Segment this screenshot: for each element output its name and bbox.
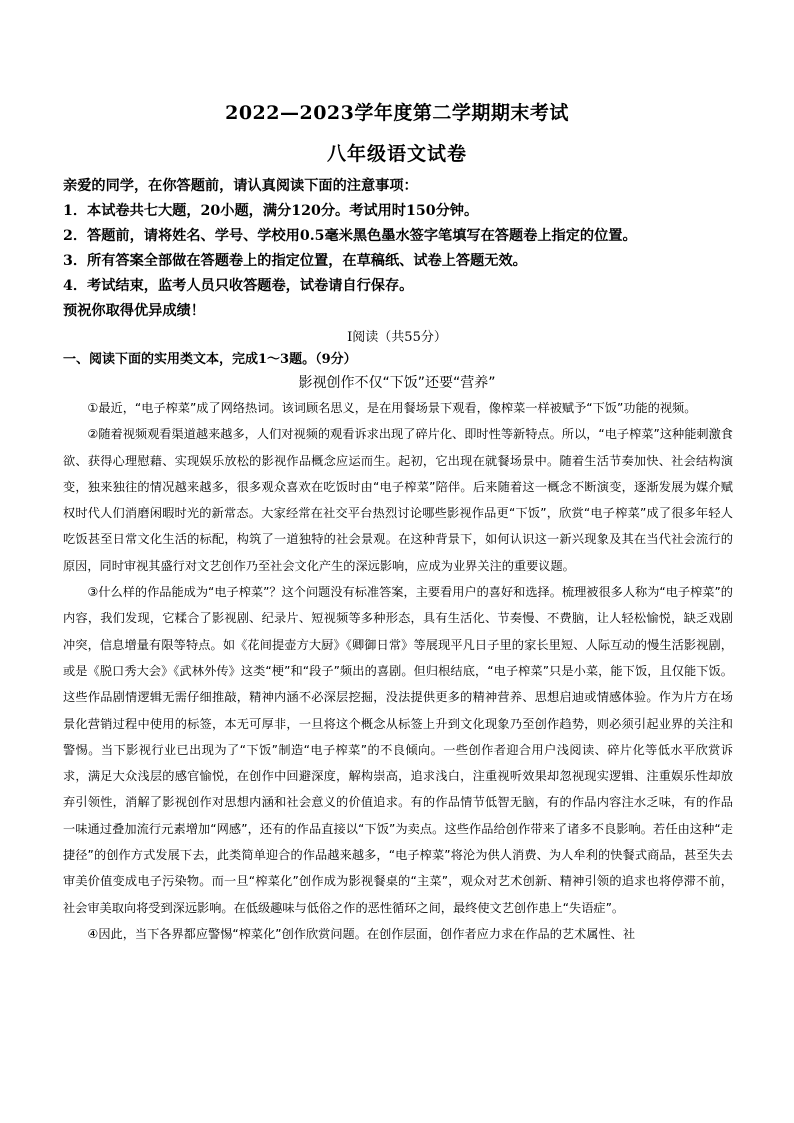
article-paragraph: ③什么样的作品能成为“电子榨菜”？这个问题没有标准答案，主要看用户的喜好和选择。梳理被很多人称为“电子榨菜”的内容，我们发现，它糅合了影视剧、纪录片、短视频等多种形态，具有生活化、节奏慢、不费脑，让人轻松愉悦，缺乏戏剧冲突，信息增量有限等特点。如《花间提壶方大厨》《卿御日常》等展现平凡日子里的家长里短、人际互动的慢生活影视剧，或是《脱口秀大会》《武林外传》这类“梗”和“段子”频出的喜剧。但归根结底，“电子榨菜”只是小菜，能下饭，且仅能下饭。这些作品剧情逻辑无需仔细推敲，精神内涵不必深层挖掘，没法提供更多的精神营养、思想启迪或情感体验。作为片方在场景化营销过程中使用的标签，本无可厚非，一旦将这个概念从标签上升到文化现象乃至创作趋势，则必须引起业界的关注和警惕。当下影视行业已出现为了“下饭”制造“电子榨菜”的不良倾向。一些创作者迎合用户浅阅读、碎片化等低水平欣赏诉求，满足大众浅层的感官愉悦，在创作中回避深度，解构崇高，追求浅白，注重视听效果却忽视现实逻辑、注重娱乐性却放弃引领性，消解了影视创作对思想内涵和社会意义的价值追求。有的作品情节低智无脑，有的作品内容注水乏味，有的作品一味通过叠加流行元素增加“网感”，还有的作品直接以“下饭”为卖点。这些作品给创作带来了诸多不良影响。若任由这种“走捷径”的创作方式发展下去，此类简单迎合的作品越来越多，“电子榨菜”将沦为供人消费、为人牟利的快餐式商品，甚至失去审美价值变成电子污染物。而一旦“榨菜化”创作成为影视餐桌的“主菜”，观众对艺术创新、精神引领的追求也将停滞不前，社会审美取向将受到深远影响。在低级趣味与低俗之作的恶性循环之间，最终使文艺创作患上“失语症”。 bbox=[63, 585, 733, 915]
notice-item: 4．考试结束，监考人员只收答题卷，试卷请自行保存。 bbox=[63, 278, 414, 294]
notice-item: 2．答题前，请将姓名、学号、学校用0.5毫米黑色墨水签字笔填写在答题卷上指定的位置。 bbox=[63, 228, 637, 244]
notice-block bbox=[63, 174, 743, 324]
notice-intro: 亲爱的同学，在你答题前，请认真阅读下面的注意事项： bbox=[63, 178, 418, 194]
article-paragraph: ④因此，当下各界都应警惕“榨菜化”创作欣赏问题。在创作层面，创作者应力求在作品的艺术属性、社 bbox=[87, 926, 636, 941]
article-paragraph: ②随着视频观看渠道越来越多，人们对视频的观看诉求出现了碎片化、即时性等新特点。所以，“电子榨菜”这种能刺激食欲、获得心理慰藉、实现娱乐放松的影视作品概念应运而生。起初，它出现在就餐场景中。随着生活节奏加快、社会结构演变，独来独往的情况越来越多，很多观众喜欢在吃饭时由“电子榨菜”陪伴。后来随着这一概念不断演变，逐渐发展为媒介赋权时代人们消磨闲暇时光的新常态。大家经常在社交平台热烈讨论哪些影视作品更“下饭”，欣赏“电子榨菜”成了很多年轻人吃饭甚至日常文化生活的标配，构筑了一道独特的社会景观。在这种背景下，如何认识这一新兴现象及其在当代社会流行的原因，同时审视其盛行对文艺创作乃至社会文化产生的深远影响，应成为业界关注的重要议题。 bbox=[63, 427, 733, 573]
question-heading: 一、阅读下面的实用类文本，完成1～3题。（9分） bbox=[63, 352, 357, 367]
article-body bbox=[63, 395, 733, 947]
section-heading: Ⅰ阅读（共55分） bbox=[347, 330, 447, 345]
notice-item: 3．所有答案全部做在答题卷上的指定位置，在草稿纸、试卷上答题无效。 bbox=[63, 253, 527, 269]
article-title: 影视创作不仅“下饭”还要“营养” bbox=[298, 375, 496, 391]
exam-subtitle: 八年级语文试卷 bbox=[326, 143, 467, 165]
notice-item: 1．本试卷共七大题，20小题，满分120分。考试用时150分钟。 bbox=[63, 203, 479, 219]
notice-wish: 预祝你取得优异成绩！ bbox=[63, 303, 205, 319]
article-paragraph: ①最近，“电子榨菜”成了网络热词。该词顾名思义，是在用餐场景下观看，像榨菜一样被赋予“下饭”功能的视频。 bbox=[87, 401, 697, 415]
exam-title: 2022—2023学年度第二学期期末考试 bbox=[225, 102, 569, 124]
